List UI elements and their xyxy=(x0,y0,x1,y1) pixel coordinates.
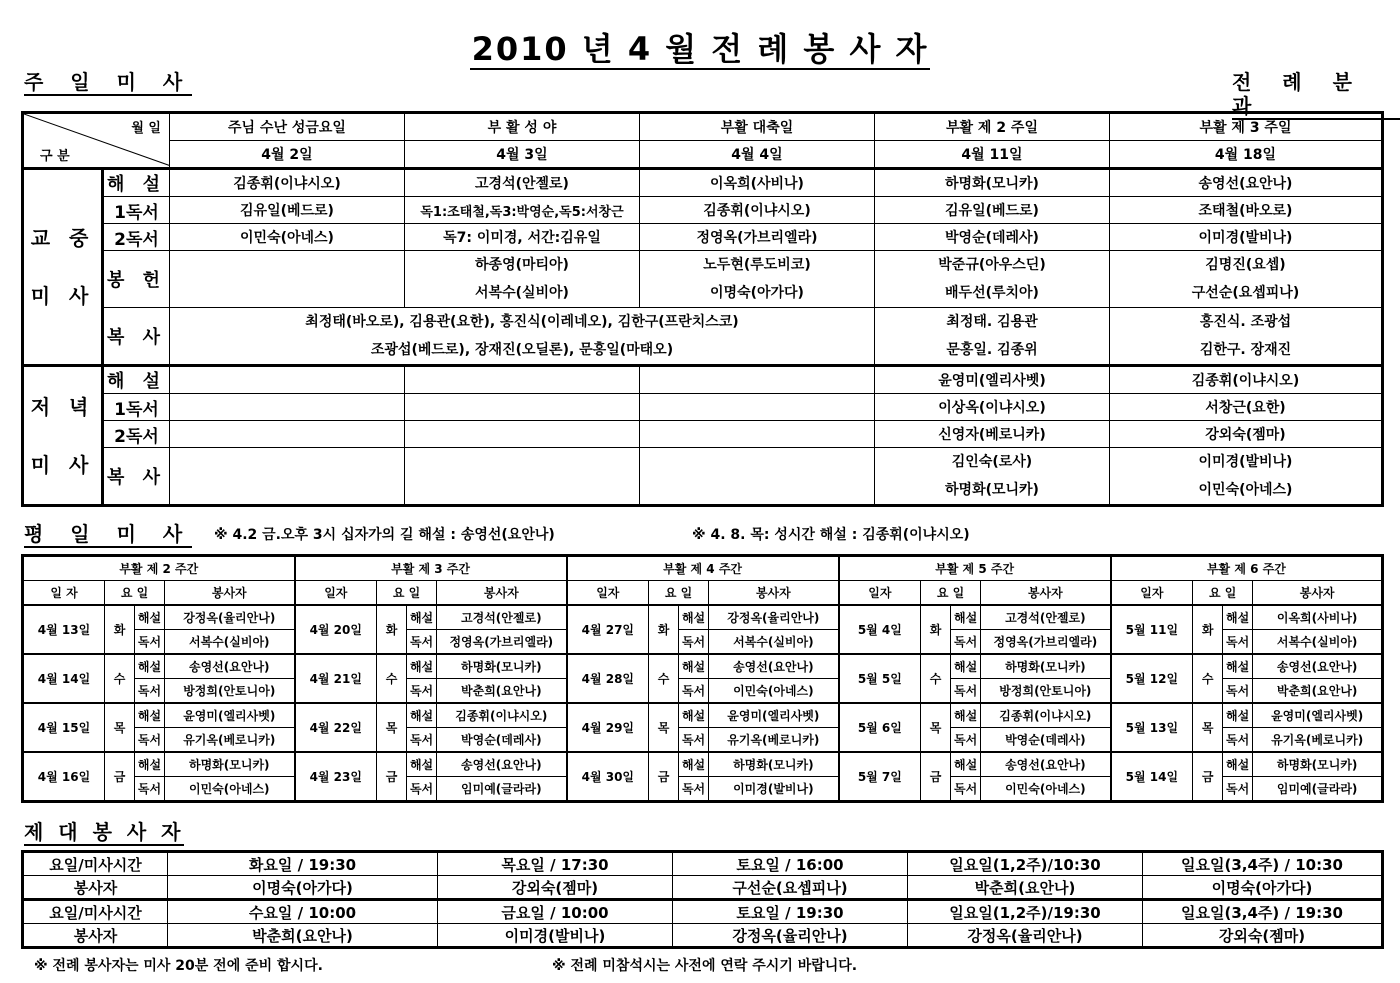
weekday-reading: 방정희(안토니아) xyxy=(165,679,295,704)
evening-mass-label xyxy=(23,366,103,506)
mass-time: 화요일 / 19:30 xyxy=(168,852,438,876)
weekday-date: 4월 16일 xyxy=(23,752,105,802)
corner-bottom-label: 구 분 xyxy=(40,149,70,164)
feast-date: 4월 2일 xyxy=(170,141,405,169)
role-commentary: 해설 xyxy=(679,752,709,777)
cell-reading1: 서창근(요한) xyxy=(1110,394,1383,421)
weekday-reading: 이미경(발비나) xyxy=(709,777,839,802)
weekday-date: 4월 15일 xyxy=(23,703,105,752)
weekday-commentary: 하명화(모니카) xyxy=(709,752,839,777)
mass-time: 토요일 / 19:30 xyxy=(673,900,908,924)
weekday-dayname: 금 xyxy=(649,752,679,802)
weekday-date: 4월 22일 xyxy=(295,703,377,752)
cell-commentary: 하명화(모니카) xyxy=(875,169,1110,197)
offertory-name: 김명진(요셉) xyxy=(1205,257,1286,273)
main-mass-label-2: 미 사 xyxy=(30,284,95,308)
altar-server: 구선순(요셉피나) xyxy=(673,876,908,900)
role-reading: 독서 xyxy=(135,630,165,655)
label-mass-time: 요일/미사시간 xyxy=(23,900,168,924)
week-name: 부활 제 3 주간 xyxy=(295,556,567,581)
altar-server-line: 홍진식. 조광섭 xyxy=(1199,314,1292,330)
altar-server-line: 이미경(발비나) xyxy=(1198,454,1293,470)
altar-server: 강정옥(율리안나) xyxy=(908,924,1143,948)
weekday-date: 5월 11일 xyxy=(1111,605,1193,654)
altar-server: 강정옥(율리안나) xyxy=(673,924,908,948)
offertory-name: 하종영(마티아) xyxy=(475,257,569,273)
cell-reading2: 이미경(발비나) xyxy=(1110,224,1383,251)
role-reading: 독서 xyxy=(679,728,709,753)
cell-empty xyxy=(405,421,640,448)
role-reading2: 2독서 xyxy=(103,421,170,448)
offertory-name: 박준규(아우스딘) xyxy=(938,257,1046,273)
page-title xyxy=(0,24,1400,70)
weekday-reading: 임미예(글라라) xyxy=(437,777,567,802)
cell-commentary: 고경석(안젤로) xyxy=(405,169,640,197)
weekday-commentary: 윤영미(엘리사벳) xyxy=(165,703,295,728)
weekday-commentary: 하명화(모니카) xyxy=(981,654,1111,679)
label-mass-time: 요일/미사시간 xyxy=(23,852,168,876)
feast-name: 부활 제 3 주일 xyxy=(1110,113,1383,141)
role-reading: 독서 xyxy=(951,679,981,704)
weekday-commentary: 김종휘(이냐시오) xyxy=(981,703,1111,728)
weekday-dayname: 금 xyxy=(105,752,135,802)
feast-date: 4월 4일 xyxy=(640,141,875,169)
cell-altar-server-merged xyxy=(170,308,875,366)
weekday-date: 5월 13일 xyxy=(1111,703,1193,752)
altar-server: 이명숙(아가다) xyxy=(1143,876,1383,900)
weekday-dayname: 화 xyxy=(921,605,951,654)
role-reading: 독서 xyxy=(679,679,709,704)
altar-server: 박춘희(요안나) xyxy=(168,924,438,948)
weekday-reading: 서복수(실비아) xyxy=(1253,630,1383,655)
weekday-commentary: 송영선(요안나) xyxy=(165,654,295,679)
role-reading1: 1독서 xyxy=(103,197,170,224)
role-commentary: 해설 xyxy=(407,752,437,777)
altar-server: 박춘희(요안나) xyxy=(908,876,1143,900)
weekday-section-title: 평 일 미 사 xyxy=(24,522,193,546)
weekday-dayname: 금 xyxy=(377,752,407,802)
weekday-reading: 이민숙(아네스) xyxy=(981,777,1111,802)
main-mass-label xyxy=(23,169,103,366)
weekday-date: 4월 14일 xyxy=(23,654,105,703)
cell-reading2: 박영순(데레사) xyxy=(875,224,1110,251)
cell-offertory xyxy=(640,251,875,308)
weekday-commentary: 이옥희(사비나) xyxy=(1253,605,1383,630)
cell-altar-server xyxy=(1110,448,1383,506)
weekday-reading: 유기옥(베로니카) xyxy=(165,728,295,753)
weekday-date: 4월 21일 xyxy=(295,654,377,703)
altar-server-line: 문홍일. 김종위 xyxy=(946,342,1038,358)
role-commentary: 해설 xyxy=(135,654,165,679)
offertory-name: 노두현(루도비코) xyxy=(703,257,811,273)
role-reading: 독서 xyxy=(407,777,437,802)
cell-empty xyxy=(405,394,640,421)
role-reading1: 1독서 xyxy=(103,394,170,421)
weekday-commentary: 윤영미(엘리사벳) xyxy=(1253,703,1383,728)
col-header-day: 요 일 xyxy=(1193,581,1253,606)
weekday-dayname: 목 xyxy=(1193,703,1223,752)
feast-date: 4월 11일 xyxy=(875,141,1110,169)
col-header-day: 요 일 xyxy=(377,581,437,606)
role-commentary: 해설 xyxy=(1223,703,1253,728)
cell-altar-server xyxy=(1110,308,1383,366)
col-header-date: 일 자 xyxy=(23,581,105,606)
col-header-date: 일자 xyxy=(1111,581,1193,606)
altar-server-line: 조광섭(베드로), 장재진(오딜론), 문홍일(마태오) xyxy=(370,342,674,358)
role-altar-server: 복 사 xyxy=(103,448,170,506)
weekday-note-1: ※ 4.2 금.오후 3시 십자가의 길 해설 : 송영선(요안나) xyxy=(214,527,555,543)
feast-name: 부활 대축일 xyxy=(640,113,875,141)
cell-reading1: 이상옥(이냐시오) xyxy=(875,394,1110,421)
mass-time: 수요일 / 10:00 xyxy=(168,900,438,924)
role-reading2: 2독서 xyxy=(103,224,170,251)
role-commentary: 해설 xyxy=(407,605,437,630)
mass-time: 토요일 / 16:00 xyxy=(673,852,908,876)
weekday-reading: 박영순(데레사) xyxy=(437,728,567,753)
cell-empty xyxy=(405,448,640,506)
weekday-dayname: 금 xyxy=(1193,752,1223,802)
role-commentary: 해설 xyxy=(951,703,981,728)
sunday-mass-table xyxy=(21,111,1384,507)
altar-server-line: 최정태(바오로), 김용관(요한), 홍진식(이레네오), 김한구(프란치스코) xyxy=(305,314,739,330)
weekday-reading: 박춘희(요안나) xyxy=(437,679,567,704)
weekday-date: 5월 7일 xyxy=(839,752,921,802)
sunday-section-title: 주 일 미 사 xyxy=(24,70,193,94)
mass-time: 일요일(3,4주) / 19:30 xyxy=(1143,900,1383,924)
role-commentary: 해설 xyxy=(951,654,981,679)
cell-altar-server xyxy=(875,308,1110,366)
cell-commentary: 김종휘(이냐시오) xyxy=(170,169,405,197)
cell-offertory xyxy=(1110,251,1383,308)
altar-server-table xyxy=(21,850,1384,949)
col-header-server: 봉사자 xyxy=(709,581,839,606)
feast-name: 부활 제 2 주일 xyxy=(875,113,1110,141)
weekday-reading: 정영옥(가브리엘라) xyxy=(981,630,1111,655)
cell-offertory xyxy=(170,251,405,308)
altar-server-line: 김인숙(로사) xyxy=(951,454,1033,470)
footer-note-2: ※ 전례 미참석시는 사전에 연락 주시기 바랍니다. xyxy=(552,958,858,974)
evening-mass-label-1: 저 녁 xyxy=(30,394,95,419)
cell-reading1: 김종휘(이냐시오) xyxy=(640,197,875,224)
week-name: 부활 제 2 주간 xyxy=(23,556,295,581)
weekday-date: 4월 29일 xyxy=(567,703,649,752)
cell-offertory xyxy=(875,251,1110,308)
role-altar-server: 복 사 xyxy=(103,308,170,366)
cell-reading2: 정영옥(가브리엘라) xyxy=(640,224,875,251)
weekday-reading: 이민숙(아네스) xyxy=(165,777,295,802)
weekday-dayname: 화 xyxy=(649,605,679,654)
evening-mass-label-2: 미 사 xyxy=(30,452,95,477)
cell-reading2: 신영자(베로니카) xyxy=(875,421,1110,448)
cell-empty xyxy=(170,366,405,394)
weekday-date: 5월 5일 xyxy=(839,654,921,703)
weekday-dayname: 목 xyxy=(105,703,135,752)
week-name: 부활 제 6 주간 xyxy=(1111,556,1383,581)
cell-offertory xyxy=(405,251,640,308)
weekday-commentary: 강정옥(율리안나) xyxy=(709,605,839,630)
weekday-reading: 유기옥(베로니카) xyxy=(1253,728,1383,753)
altar-server-line: 최정태. 김용관 xyxy=(946,314,1038,330)
offertory-name: 이명숙(아가다) xyxy=(710,285,804,301)
corner-top-label: 월 일 xyxy=(131,121,161,136)
weekday-commentary: 고경석(안젤로) xyxy=(981,605,1111,630)
role-commentary: 해설 xyxy=(679,703,709,728)
weekday-dayname: 수 xyxy=(649,654,679,703)
role-reading: 독서 xyxy=(679,777,709,802)
altar-server: 이미경(발비나) xyxy=(438,924,673,948)
weekday-commentary: 김종휘(이냐시오) xyxy=(437,703,567,728)
cell-reading1: 김유일(베드로) xyxy=(875,197,1110,224)
weekday-commentary: 하명화(모니카) xyxy=(437,654,567,679)
col-header-date: 일자 xyxy=(839,581,921,606)
weekday-reading: 박춘희(요안나) xyxy=(1253,679,1383,704)
role-commentary: 해설 xyxy=(1223,752,1253,777)
weekday-reading: 서복수(실비아) xyxy=(165,630,295,655)
cell-reading1: 김유일(베드로) xyxy=(170,197,405,224)
col-header-server: 봉사자 xyxy=(1253,581,1383,606)
role-reading: 독서 xyxy=(407,630,437,655)
role-reading: 독서 xyxy=(1223,630,1253,655)
mass-time: 목요일 / 17:30 xyxy=(438,852,673,876)
cell-empty xyxy=(170,421,405,448)
weekday-reading: 정영옥(가브리엘라) xyxy=(437,630,567,655)
altar-section-title: 제 대 봉 사 자 xyxy=(24,820,185,844)
role-commentary: 해설 xyxy=(679,654,709,679)
weekday-mass-table xyxy=(21,554,1384,803)
altar-server: 강외숙(젬마) xyxy=(1143,924,1383,948)
week-name: 부활 제 5 주간 xyxy=(839,556,1111,581)
weekday-reading: 이민숙(아네스) xyxy=(709,679,839,704)
col-header-server: 봉사자 xyxy=(981,581,1111,606)
weekday-commentary: 송영선(요안나) xyxy=(709,654,839,679)
weekday-dayname: 목 xyxy=(921,703,951,752)
weekday-commentary: 송영선(요안나) xyxy=(437,752,567,777)
offertory-name: 서복수(실비아) xyxy=(475,285,569,301)
weekday-dayname: 수 xyxy=(1193,654,1223,703)
weekday-date: 4월 13일 xyxy=(23,605,105,654)
role-commentary: 해설 xyxy=(951,752,981,777)
cell-commentary: 윤영미(엘리사벳) xyxy=(875,366,1110,394)
weekday-dayname: 금 xyxy=(921,752,951,802)
cell-empty xyxy=(170,394,405,421)
role-commentary: 해설 xyxy=(1223,654,1253,679)
weekday-dayname: 목 xyxy=(377,703,407,752)
feast-name: 부 활 성 야 xyxy=(405,113,640,141)
cell-reading2: 강외숙(젬마) xyxy=(1110,421,1383,448)
cell-empty xyxy=(640,421,875,448)
cell-commentary: 이옥희(사비나) xyxy=(640,169,875,197)
altar-server: 강외숙(젬마) xyxy=(438,876,673,900)
altar-server-line: 하명화(모니카) xyxy=(945,482,1039,498)
col-header-day: 요 일 xyxy=(105,581,165,606)
weekday-date: 4월 30일 xyxy=(567,752,649,802)
weekday-dayname: 수 xyxy=(377,654,407,703)
altar-server: 이명숙(아가다) xyxy=(168,876,438,900)
mass-time: 일요일(1,2주)/10:30 xyxy=(908,852,1143,876)
col-header-date: 일자 xyxy=(567,581,649,606)
weekday-dayname: 수 xyxy=(921,654,951,703)
weekday-reading: 유기옥(베로니카) xyxy=(709,728,839,753)
weekday-date: 4월 23일 xyxy=(295,752,377,802)
weekday-commentary: 하명화(모니카) xyxy=(1253,752,1383,777)
col-header-server: 봉사자 xyxy=(437,581,567,606)
cell-altar-server xyxy=(875,448,1110,506)
corner-header xyxy=(23,113,170,169)
mass-time: 금요일 / 10:00 xyxy=(438,900,673,924)
feast-name: 주님 수난 성금요일 xyxy=(170,113,405,141)
weekday-dayname: 수 xyxy=(105,654,135,703)
role-commentary: 해설 xyxy=(951,605,981,630)
role-reading: 독서 xyxy=(407,728,437,753)
weekday-dayname: 화 xyxy=(377,605,407,654)
weekday-commentary: 강정옥(율리안나) xyxy=(165,605,295,630)
weekday-reading: 박영순(데레사) xyxy=(981,728,1111,753)
week-name: 부활 제 4 주간 xyxy=(567,556,839,581)
role-commentary: 해설 xyxy=(135,605,165,630)
feast-date: 4월 3일 xyxy=(405,141,640,169)
title-text: 2010 년 4 월 전 례 봉 사 자 xyxy=(471,30,929,68)
role-reading: 독서 xyxy=(407,679,437,704)
weekday-date: 4월 27일 xyxy=(567,605,649,654)
offertory-name: 배두선(루치아) xyxy=(945,285,1039,301)
cell-empty xyxy=(640,366,875,394)
weekday-note-2: ※ 4. 8. 목: 성시간 해설 : 김종휘(이냐시오) xyxy=(692,527,970,543)
role-reading: 독서 xyxy=(135,777,165,802)
weekday-reading: 방정희(안토니아) xyxy=(981,679,1111,704)
role-commentary: 해설 xyxy=(407,654,437,679)
department-label: 전 례 분 과 xyxy=(1232,70,1400,120)
weekday-dayname: 화 xyxy=(1193,605,1223,654)
col-header-day: 요 일 xyxy=(649,581,709,606)
label-server: 봉사자 xyxy=(23,876,168,900)
altar-server-line: 이민숙(아네스) xyxy=(1198,482,1293,498)
mass-time: 일요일(3,4주) / 10:30 xyxy=(1143,852,1383,876)
cell-empty xyxy=(640,394,875,421)
feast-date: 4월 18일 xyxy=(1110,141,1383,169)
role-reading: 독서 xyxy=(1223,728,1253,753)
footer-note-1: ※ 전례 봉사자는 미사 20분 전에 준비 합시다. xyxy=(34,958,323,974)
role-commentary: 해설 xyxy=(679,605,709,630)
role-reading: 독서 xyxy=(135,728,165,753)
weekday-date: 4월 28일 xyxy=(567,654,649,703)
cell-reading2: 이민숙(아네스) xyxy=(170,224,405,251)
cell-reading1: 독1:조태철,독3:박영순,독5:서창근 xyxy=(405,197,640,224)
weekday-date: 5월 4일 xyxy=(839,605,921,654)
role-reading: 독서 xyxy=(1223,679,1253,704)
role-reading: 독서 xyxy=(951,777,981,802)
cell-commentary: 송영선(요안나) xyxy=(1110,169,1383,197)
weekday-date: 4월 20일 xyxy=(295,605,377,654)
mass-time: 일요일(1,2주)/19:30 xyxy=(908,900,1143,924)
role-reading: 독서 xyxy=(951,630,981,655)
role-reading: 독서 xyxy=(135,679,165,704)
weekday-dayname: 화 xyxy=(105,605,135,654)
cell-reading2: 독7: 이미경, 서간:김유일 xyxy=(405,224,640,251)
role-offertory: 봉 헌 xyxy=(103,251,170,308)
role-commentary: 해설 xyxy=(407,703,437,728)
role-commentary: 해설 xyxy=(135,703,165,728)
role-commentary: 해 설 xyxy=(103,366,170,394)
weekday-commentary: 하명화(모니카) xyxy=(165,752,295,777)
weekday-commentary: 송영선(요안나) xyxy=(1253,654,1383,679)
weekday-dayname: 목 xyxy=(649,703,679,752)
role-commentary: 해설 xyxy=(1223,605,1253,630)
weekday-commentary: 윤영미(엘리사벳) xyxy=(709,703,839,728)
cell-empty xyxy=(170,448,405,506)
weekday-date: 5월 12일 xyxy=(1111,654,1193,703)
main-mass-label-1: 교 중 xyxy=(30,226,95,250)
cell-empty xyxy=(640,448,875,506)
altar-server-line: 김한구. 장재진 xyxy=(1199,342,1292,358)
cell-empty xyxy=(405,366,640,394)
role-commentary: 해 설 xyxy=(103,169,170,197)
label-server: 봉사자 xyxy=(23,924,168,948)
offertory-name: 구선순(요셉피나) xyxy=(1191,285,1300,301)
col-header-date: 일자 xyxy=(295,581,377,606)
col-header-server: 봉사자 xyxy=(165,581,295,606)
col-header-day: 요 일 xyxy=(921,581,981,606)
cell-commentary: 김종휘(이냐시오) xyxy=(1110,366,1383,394)
weekday-date: 5월 6일 xyxy=(839,703,921,752)
role-reading: 독서 xyxy=(1223,777,1253,802)
role-commentary: 해설 xyxy=(135,752,165,777)
weekday-commentary: 고경석(안젤로) xyxy=(437,605,567,630)
weekday-reading: 임미예(글라라) xyxy=(1253,777,1383,802)
weekday-reading: 서복수(실비아) xyxy=(709,630,839,655)
role-reading: 독서 xyxy=(679,630,709,655)
weekday-date: 5월 14일 xyxy=(1111,752,1193,802)
weekday-commentary: 송영선(요안나) xyxy=(981,752,1111,777)
cell-reading1: 조태철(바오로) xyxy=(1110,197,1383,224)
role-reading: 독서 xyxy=(951,728,981,753)
